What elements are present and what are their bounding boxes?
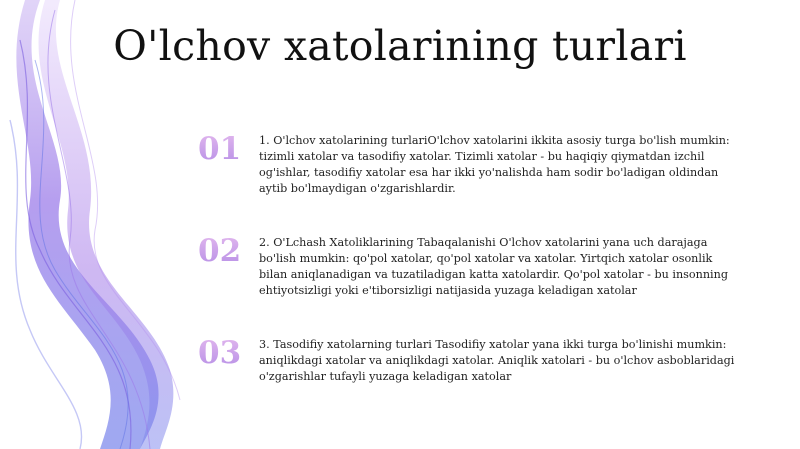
item-number: 01	[198, 131, 248, 167]
item-text: 1. O'lchov xatolarining turlariO'lchov xatolarini ikkita asosiy turga bo'lish mumkin: tizimli xatolar va tasodifiy xatolar. Tizimli xatolar - bu haqiqiy qiymatdan izchil og'ishlar, tasodifiy xatolar esa har ikki yo'nalishda ham sodir bo'ladigan oldindan aytib bo'lmaydigan o'zgarishlardir.	[259, 134, 730, 195]
item-text: 3. Tasodifiy xatolarning turlari Tasodifiy xatolar yana ikki turga bo'linishi mumkin: aniqlikdagi xatolar va aniqlikdagi xatolar. Aniqlik xatolari - bu o'lchov asboblaridagi o'zgarishlar tufayli yuzaga keladigan xatolar	[259, 338, 735, 383]
slide-title: O'lchov xatolarining turlari	[113, 22, 687, 70]
item-number: 03	[198, 335, 248, 371]
item-number: 02	[198, 233, 248, 269]
item-text: 2. O'Lchash Xatoliklarining Tabaqalanishi O'lchov xatolarini yana uch darajaga bo'lish mumkin: qo'pol xatolar, qo'pol xatolar va xatolar. Yirtqich xatolar osonlik bilan aniqlanadigan va tuzatiladigan katta xatolardir. Qo'pol xatolar - bu insonning ehtiyotsizligi yoki e'tiborsizligi natijasida yuzaga keladigan xatolar	[259, 236, 728, 297]
